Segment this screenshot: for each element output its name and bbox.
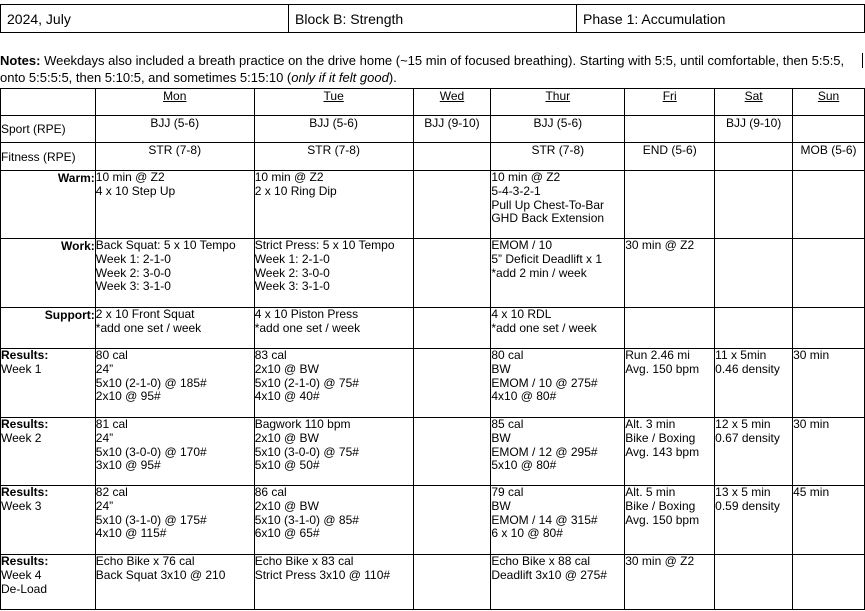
cell-line: 85 cal — [491, 417, 524, 431]
cell-line: 5x10 (2-1-0) @ 75# — [254, 375, 359, 390]
cell-line: 10 min @ Z2 — [254, 170, 324, 184]
fitness-row-label: Fitness (RPE) — [1, 143, 96, 171]
fitness-cell: STR (7-8) — [491, 143, 625, 171]
cell-line: 2 x 10 Front Squat — [95, 307, 195, 321]
cell-line: 13 x 5 min — [715, 485, 771, 499]
results-heading: Results: — [1, 485, 49, 499]
cell-line: 4x10 @ 80# — [491, 389, 557, 404]
fitness-cell: STR (7-8) — [95, 143, 254, 171]
cell-line: Avg. 143 bpm — [625, 444, 700, 459]
cell-line: 2x10 @ BW — [254, 361, 319, 376]
cell-line: 30 min — [793, 417, 830, 431]
day-header-mon — [95, 89, 254, 116]
cell-line: De-Load — [1, 581, 48, 596]
section-cell — [254, 171, 413, 239]
section-cell — [491, 308, 625, 349]
results-cell — [793, 418, 865, 486]
training-table — [0, 88, 865, 610]
day-label: Sun — [817, 89, 840, 103]
cell-line: 6x10 @ 65# — [254, 526, 320, 541]
cell-line: 30 min — [793, 348, 830, 362]
cell-line: Week 3 — [1, 498, 42, 513]
corner-cell — [1, 89, 96, 116]
results-cell — [254, 555, 413, 610]
day-label: Fri — [662, 89, 677, 103]
day-header-sat — [715, 89, 793, 116]
results-cell — [95, 349, 254, 418]
results-cell — [715, 349, 793, 418]
section-cell — [254, 239, 413, 308]
cell-line: 6 x 10 @ 80# — [491, 526, 563, 541]
cell-line: 2x10 @ 95# — [95, 389, 161, 404]
cell-line: Alt. 5 min — [625, 485, 676, 499]
notes-italic: only if it felt good — [291, 70, 389, 85]
results-label — [1, 418, 96, 486]
results-cell — [413, 555, 491, 610]
cell-line: EMOM / 12 @ 295# — [491, 444, 598, 459]
cell-line: 3x10 @ 95# — [95, 458, 161, 473]
results-cell — [793, 349, 865, 418]
results-row-week-2 — [1, 418, 865, 486]
cell-line: 5-4-3-2-1 — [491, 183, 541, 198]
section-cell — [95, 308, 254, 349]
results-label — [1, 555, 96, 610]
section-row-support — [1, 308, 865, 349]
cell-line: 5x10 @ 50# — [254, 458, 320, 473]
cell-line: 5x10 (3-0-0) @ 75# — [254, 444, 359, 459]
fitness-cell: END (5-6) — [625, 143, 715, 171]
results-cell — [491, 486, 625, 555]
sport-cell: BJJ (5-6) — [254, 116, 413, 143]
results-cell — [793, 486, 865, 555]
cell-line: Week 1: 2-1-0 — [95, 251, 171, 266]
day-label: Wed — [439, 89, 465, 103]
section-cell — [793, 239, 865, 308]
notes-line-1 — [0, 53, 844, 68]
cell-line: 30 min @ Z2 — [625, 554, 695, 568]
cell-line: Bike / Boxing — [625, 498, 696, 513]
results-cell — [413, 349, 491, 418]
header-date: 2024, July — [0, 4, 289, 33]
cell-line: Week 1: 2-1-0 — [254, 251, 330, 266]
section-cell — [793, 308, 865, 349]
results-cell — [625, 486, 715, 555]
results-label — [1, 486, 96, 555]
cell-line: Run 2.46 mi — [625, 348, 690, 362]
section-cell — [491, 239, 625, 308]
cell-line: 24” — [95, 430, 114, 445]
fitness-cell — [413, 143, 491, 171]
cell-line: Echo Bike x 83 cal — [254, 554, 354, 568]
day-header-row — [1, 89, 865, 116]
cell-line: Bike / Boxing — [625, 430, 696, 445]
cell-line: *add one set / week — [254, 320, 361, 335]
cell-line: 12 x 5 min — [715, 417, 771, 431]
section-cell — [715, 239, 793, 308]
sport-row-label: Sport (RPE) — [1, 116, 96, 143]
section-label: Warm: — [1, 171, 96, 239]
cell-line: 81 cal — [95, 417, 128, 431]
day-label: Sat — [744, 89, 763, 103]
section-cell — [413, 171, 491, 239]
header-bar — [0, 4, 865, 33]
day-header-fri — [625, 89, 715, 116]
results-cell — [95, 555, 254, 610]
section-cell — [715, 308, 793, 349]
cell-line: 82 cal — [95, 485, 128, 499]
cell-line: Week 2: 3-0-0 — [95, 265, 171, 280]
cell-line: 80 cal — [95, 348, 128, 362]
results-cell — [715, 418, 793, 486]
cell-line: BW — [491, 361, 511, 376]
section-row-work — [1, 239, 865, 308]
results-label — [1, 349, 96, 418]
sport-cell: BJJ (9-10) — [413, 116, 491, 143]
cell-line: Echo Bike x 88 cal — [491, 554, 591, 568]
header-block: Block B: Strength — [289, 4, 577, 33]
cell-line: Week 4 — [1, 567, 42, 582]
cell-line: EMOM / 10 — [491, 238, 553, 252]
cell-line: 5x10 @ 80# — [491, 458, 557, 473]
cell-line: *add 2 min / week — [491, 265, 587, 280]
results-cell — [95, 418, 254, 486]
cell-line: 30 min @ Z2 — [625, 238, 695, 252]
results-cell — [715, 486, 793, 555]
cell-line: 5x10 (3-1-0) @ 175# — [95, 512, 207, 527]
section-cell — [715, 171, 793, 239]
cell-line: 0.59 density — [715, 498, 780, 513]
cell-line: Avg. 150 bpm — [625, 361, 700, 376]
cell-line: 4 x 10 Piston Press — [254, 307, 359, 321]
cell-line: Bagwork 110 bpm — [254, 417, 351, 431]
results-cell — [625, 349, 715, 418]
section-cell — [413, 308, 491, 349]
results-cell — [625, 555, 715, 610]
section-cell — [413, 239, 491, 308]
results-row-week-4 — [1, 555, 865, 610]
cell-line: 80 cal — [491, 348, 524, 362]
cell-line: Back Squat 3x10 @ 210 — [95, 567, 226, 582]
cell-line: 24” — [95, 498, 114, 513]
section-cell — [491, 171, 625, 239]
results-cell — [793, 555, 865, 610]
cell-line: Deadlift 3x10 @ 275# — [491, 567, 607, 582]
cell-line: Week 3: 3-1-0 — [95, 279, 171, 294]
day-header-thur — [491, 89, 625, 116]
cell-line: 86 cal — [254, 485, 287, 499]
cell-line: Week 2: 3-0-0 — [254, 265, 330, 280]
cell-line: Week 3: 3-1-0 — [254, 279, 330, 294]
cell-line: BW — [491, 430, 511, 445]
cell-line: Week 1 — [1, 361, 42, 376]
results-heading: Results: — [1, 417, 49, 431]
day-label: Tue — [323, 89, 344, 103]
section-cell — [625, 239, 715, 308]
sport-row — [1, 116, 865, 143]
fitness-cell: STR (7-8) — [254, 143, 413, 171]
results-heading: Results: — [1, 348, 49, 362]
cell-line: *add one set / week — [491, 320, 597, 335]
results-cell — [625, 418, 715, 486]
results-cell — [491, 349, 625, 418]
cell-line: BW — [491, 498, 511, 513]
results-row-week-1 — [1, 349, 865, 418]
section-cell — [793, 171, 865, 239]
cell-line: EMOM / 14 @ 315# — [491, 512, 598, 527]
section-label: Work: — [1, 239, 96, 308]
section-cell — [254, 308, 413, 349]
cell-line: 45 min — [793, 485, 830, 499]
results-cell — [254, 486, 413, 555]
fitness-row — [1, 143, 865, 171]
results-cell — [254, 349, 413, 418]
day-label: Thur — [545, 89, 571, 103]
text-cursor-mark — [862, 53, 863, 68]
day-header-wed — [413, 89, 491, 116]
cell-line: 5x10 (3-0-0) @ 170# — [95, 444, 207, 459]
notes-label: Notes: — [0, 53, 41, 68]
cell-line: 0.46 density — [715, 361, 780, 376]
section-cell — [95, 239, 254, 308]
cell-line: Back Squat: 5 x 10 Tempo — [95, 238, 236, 252]
notes-text-1: Weekdays also included a breath practice on the drive home (~15 min of focused breathing). Starting with 5:5, until comfortable, then 5:5:5, — [40, 53, 845, 68]
results-cell — [254, 418, 413, 486]
results-cell — [491, 555, 625, 610]
cell-line: EMOM / 10 @ 275# — [491, 375, 598, 390]
cell-line: 83 cal — [254, 348, 287, 362]
header-phase: Phase 1: Accumulation — [577, 4, 865, 33]
results-cell — [95, 486, 254, 555]
cell-line: Week 2 — [1, 430, 42, 445]
sport-cell: BJJ (5-6) — [95, 116, 254, 143]
cell-line: 4x10 @ 115# — [95, 526, 167, 541]
results-cell — [413, 486, 491, 555]
section-cell — [625, 308, 715, 349]
day-header-tue — [254, 89, 413, 116]
cell-line: Strict Press: 5 x 10 Tempo — [254, 238, 395, 252]
cell-line: 5x10 (2-1-0) @ 185# — [95, 375, 207, 390]
section-label: Support: — [1, 308, 96, 349]
sport-cell: BJJ (5-6) — [491, 116, 625, 143]
cell-line: 4 x 10 Step Up — [95, 183, 176, 198]
day-header-sun — [793, 89, 865, 116]
results-cell — [715, 555, 793, 610]
fitness-cell: MOB (5-6) — [793, 143, 865, 171]
results-heading: Results: — [1, 554, 49, 568]
section-cell — [95, 171, 254, 239]
cell-line: 11 x 5min — [715, 348, 767, 362]
cell-line: Alt. 3 min — [625, 417, 676, 431]
section-cell — [625, 171, 715, 239]
section-row-warm — [1, 171, 865, 239]
cell-line: Echo Bike x 76 cal — [95, 554, 195, 568]
cell-line: 10 min @ Z2 — [95, 170, 165, 184]
sport-cell — [625, 116, 715, 143]
cell-line: GHD Back Extension — [491, 211, 605, 226]
cell-line: 2x10 @ BW — [254, 430, 319, 445]
cell-line: 24” — [95, 361, 114, 376]
cell-line: 2 x 10 Ring Dip — [254, 183, 337, 198]
cell-line: Pull Up Chest-To-Bar — [491, 197, 605, 212]
cell-line: 5” Deficit Deadlift x 1 — [491, 251, 603, 266]
cell-line: 79 cal — [491, 485, 524, 499]
results-cell — [413, 418, 491, 486]
cell-line: Avg. 150 bpm — [625, 512, 700, 527]
results-cell — [491, 418, 625, 486]
cell-line: *add one set / week — [95, 320, 202, 335]
results-row-week-3 — [1, 486, 865, 555]
cell-line: 4 x 10 RDL — [491, 307, 552, 321]
sport-cell — [793, 116, 865, 143]
cell-line: 5x10 (3-1-0) @ 85# — [254, 512, 359, 527]
notes-line-2: onto 5:5:5:5, then 5:10:5, and sometimes 5:15:10 (only if it felt good). — [0, 70, 397, 85]
cell-line: 10 min @ Z2 — [491, 170, 561, 184]
cell-line: 0.67 density — [715, 430, 780, 445]
notes-paragraph — [0, 52, 862, 86]
cell-line: 4x10 @ 40# — [254, 389, 320, 404]
fitness-cell — [715, 143, 793, 171]
cell-line: 2x10 @ BW — [254, 498, 319, 513]
cell-line: Strict Press 3x10 @ 110# — [254, 567, 391, 582]
day-label: Mon — [163, 89, 187, 103]
sport-cell: BJJ (9-10) — [715, 116, 793, 143]
